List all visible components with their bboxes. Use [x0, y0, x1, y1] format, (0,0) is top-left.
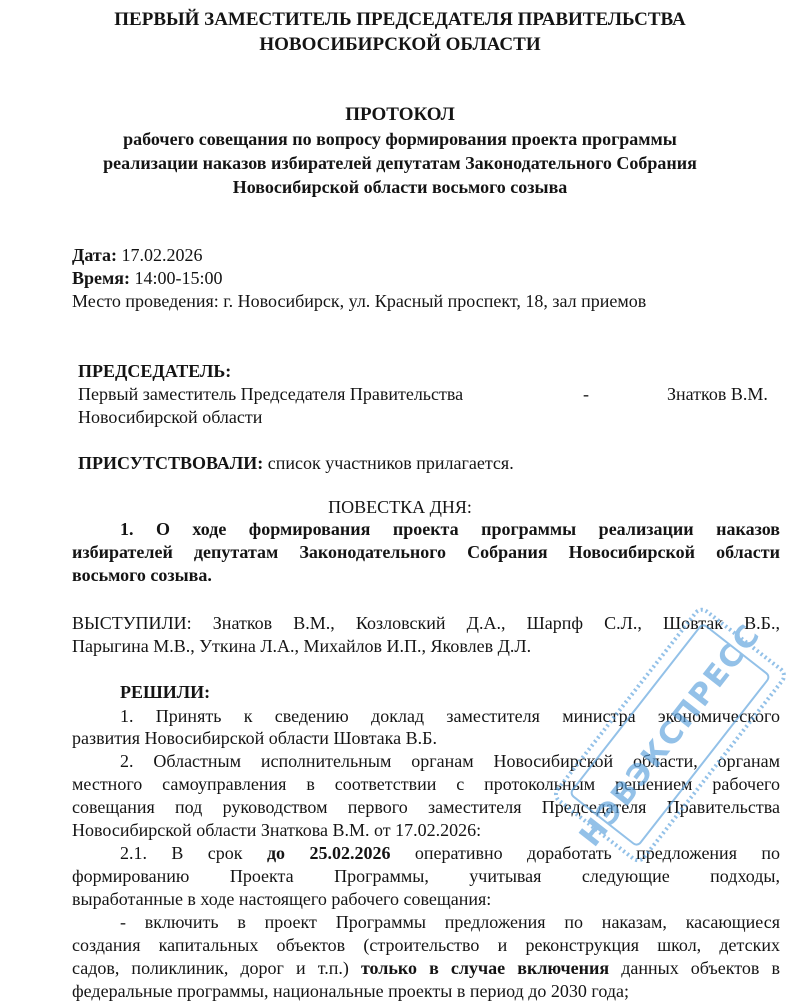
- agenda-item-line3: восьмого созыва.: [72, 565, 212, 585]
- time-value: 14:00-15:00: [130, 268, 223, 288]
- bullet-1-line3: [72, 957, 780, 979]
- chair-dash: -: [583, 384, 589, 404]
- time-row: [72, 267, 223, 289]
- date-label: Дата:: [72, 245, 117, 265]
- decision-2-1-line3: выработанные в ходе настоящего рабочего совещания:: [72, 889, 492, 909]
- decision-2-1-prefix: 2.1. В срок: [120, 843, 243, 863]
- org-header-line1: ПЕРВЫЙ ЗАМЕСТИТЕЛЬ ПРЕДСЕДАТЕЛЯ ПРАВИТЕЛЬСТВА: [114, 9, 686, 30]
- stamp-text: НЭВЭКСПРЕСС: [572, 617, 768, 854]
- bullet-1-line4: федеральные программы, национальные проекты в период до 2030 года;: [72, 981, 629, 1001]
- chair-name: Знатков В.М.: [667, 384, 768, 404]
- decision-2-line2: местного самоуправления в соответствии с протокольным решением рабочего: [72, 774, 780, 794]
- decision-2-line4: Новосибирской области Знаткова В.М. от 17.02.2026:: [72, 820, 482, 840]
- org-header-line2: НОВОСИБИРСКОЙ ОБЛАСТИ: [259, 34, 541, 55]
- speakers-line2: Парыгина М.В., Уткина Л.А., Михайлов И.П., Яковлев Д.Л.: [72, 636, 532, 656]
- deadline-date: до 25.02.2026: [266, 843, 391, 863]
- bullet-1-line3-c: данных объектов в: [621, 958, 781, 978]
- present-text: список участников прилагается.: [263, 453, 514, 473]
- bullet-1-line1: - включить в проект Программы предложения по наказам, касающиеся: [120, 912, 780, 932]
- agenda-item-line2: избирателей депутатам Законодательного Собрания Новосибирской области: [72, 542, 780, 562]
- doc-subtitle-line3: Новосибирской области восьмого созыва: [232, 177, 568, 197]
- doc-subtitle-line1: рабочего совещания по вопросу формирования проекта программы: [123, 129, 677, 149]
- decision-1-line1: 1. Принять к сведению доклад заместителя министра экономического: [120, 706, 780, 726]
- time-label: Время:: [72, 268, 130, 288]
- agenda-label: ПОВЕСТКА ДНЯ:: [328, 497, 472, 517]
- date-value: 17.02.2026: [116, 245, 203, 265]
- speakers-line1: ВЫСТУПИЛИ: Знатков В.М., Козловский Д.А., Шарпф С.Л., Шовтак В.Б.,: [72, 613, 780, 633]
- decision-1-line2: развития Новосибирской области Шовтака В.Б.: [72, 728, 437, 748]
- present-label: ПРИСУТСТВОВАЛИ:: [78, 453, 264, 473]
- present-row: [78, 452, 514, 474]
- decisions-label: РЕШИЛИ:: [120, 682, 211, 702]
- agenda-item-line1: 1. О ходе формирования проекта программы реализации наказов: [120, 519, 780, 539]
- chair-position-line1: Первый заместитель Председателя Правительства: [78, 384, 464, 404]
- bullet-1-line3-emphasis: только в случае включения: [360, 958, 610, 978]
- doc-type: ПРОТОКОЛ: [345, 104, 455, 125]
- bullet-1-line2: создания капитальных объектов (строительство и реконструкция школ, детских: [72, 935, 780, 955]
- decision-2-1-line1: [120, 842, 780, 864]
- decision-2-line1: 2. Областным исполнительным органам Новосибирской области, органам: [120, 751, 780, 771]
- decision-2-1-line2: формированию Проекта Программы, учитывая следующие подходы,: [72, 866, 780, 886]
- decision-2-1-rest: оперативно доработать предложения по: [414, 843, 780, 863]
- bullet-1-line3-a: садов, поликлиник, дорог и т.п.): [72, 958, 349, 978]
- chair-label: ПРЕДСЕДАТЕЛЬ:: [78, 361, 232, 381]
- place-row: Место проведения: г. Новосибирск, ул. Красный проспект, 18, зал приемов: [72, 291, 647, 311]
- chair-position-line2: Новосибирской области: [78, 407, 263, 427]
- decision-2-line3: совещания под руководством первого заместителя Председателя Правительства: [72, 797, 780, 817]
- date-row: [72, 244, 202, 266]
- doc-subtitle-line2: реализации наказов избирателей депутатам Законодательного Собрания: [103, 153, 697, 173]
